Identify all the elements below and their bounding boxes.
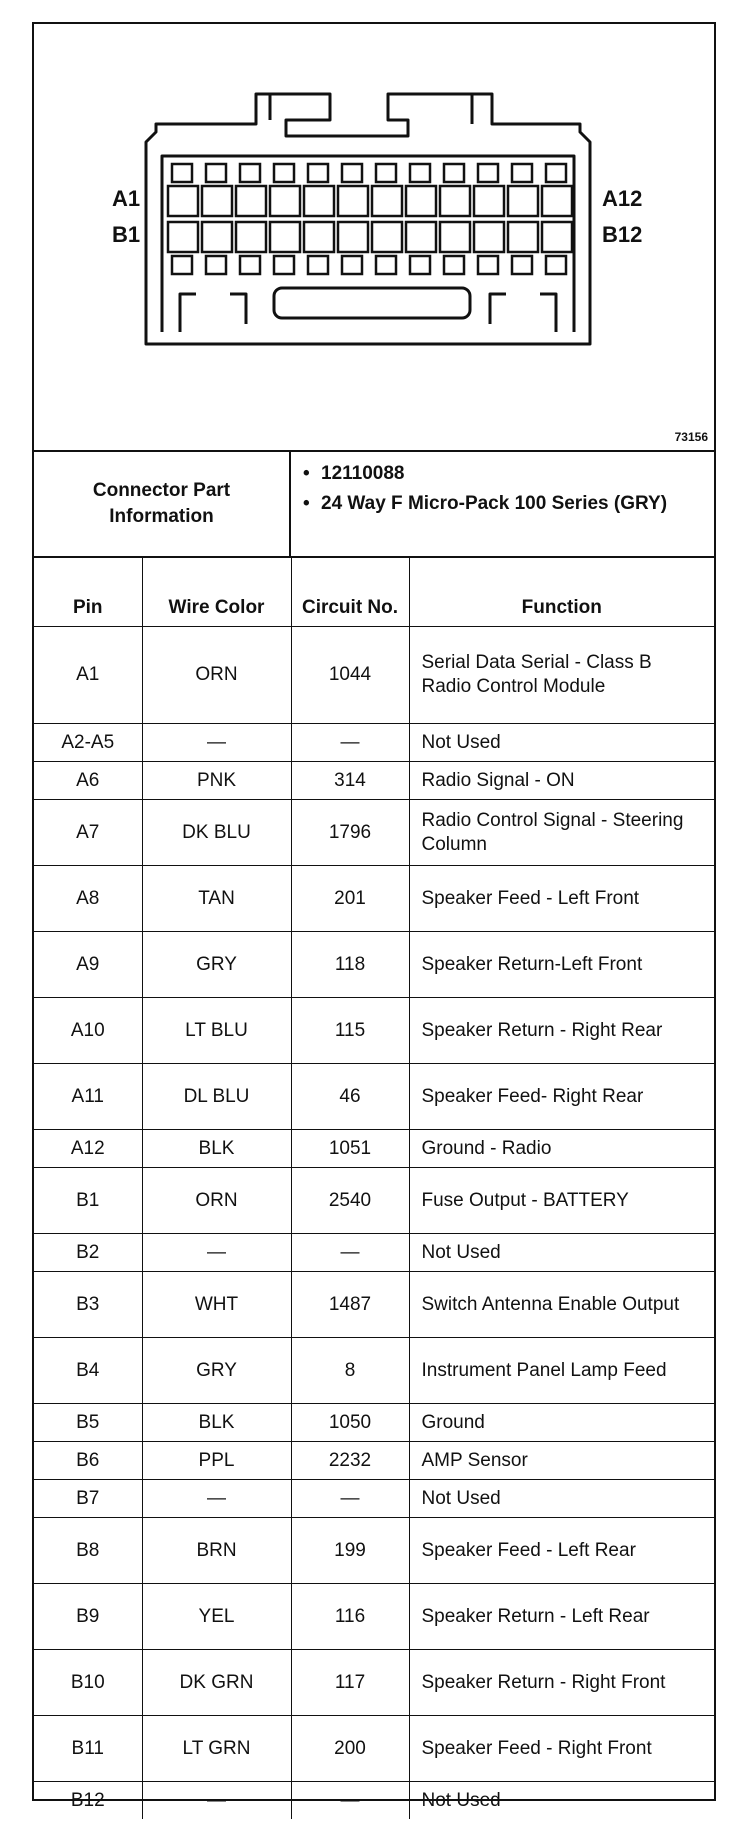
table-row xyxy=(34,932,714,998)
circuit-cell: 201 xyxy=(291,866,409,932)
table-row xyxy=(34,1480,714,1518)
cavity-a xyxy=(542,186,572,216)
connector-info-label: Connector Part Information xyxy=(34,452,291,556)
function-cell: Not Used xyxy=(409,1234,714,1272)
pin-cell: B10 xyxy=(34,1650,142,1716)
table-row xyxy=(34,1650,714,1716)
header-wire-color: Wire Color xyxy=(142,558,291,627)
circuit-cell: 1051 xyxy=(291,1130,409,1168)
cavity-tab-bottom xyxy=(240,256,260,274)
cavity-a xyxy=(270,186,300,216)
circuit-cell: 2540 xyxy=(291,1168,409,1234)
wire-color-cell: TAN xyxy=(142,866,291,932)
wire-color-cell: WHT xyxy=(142,1272,291,1338)
cavity-a xyxy=(508,186,538,216)
wire-color-cell: DK BLU xyxy=(142,800,291,866)
function-cell: Fuse Output - BATTERY xyxy=(409,1168,714,1234)
cavity-tab-bottom xyxy=(308,256,328,274)
connector-diagram xyxy=(34,24,714,452)
cavity-tab-top xyxy=(342,164,362,182)
wire-color-cell: LT GRN xyxy=(142,1716,291,1782)
cavity-a xyxy=(202,186,232,216)
table-row xyxy=(34,627,714,724)
cavity-tab-bottom xyxy=(546,256,566,274)
pin-cell: B3 xyxy=(34,1272,142,1338)
cavity-b xyxy=(372,222,402,252)
function-cell: Not Used xyxy=(409,1782,714,1820)
function-cell: AMP Sensor xyxy=(409,1442,714,1480)
header-circuit-no: Circuit No. xyxy=(291,558,409,627)
table-row xyxy=(34,1338,714,1404)
pin-cell: A7 xyxy=(34,800,142,866)
function-cell: Speaker Feed - Right Front xyxy=(409,1716,714,1782)
pin-cell: A8 xyxy=(34,866,142,932)
function-cell: Radio Signal - ON xyxy=(409,762,714,800)
pin-cell: A10 xyxy=(34,998,142,1064)
cavity-b xyxy=(168,222,198,252)
pin-cell: B4 xyxy=(34,1338,142,1404)
table-row xyxy=(34,1442,714,1480)
cavity-tab-bottom xyxy=(410,256,430,274)
circuit-cell: 115 xyxy=(291,998,409,1064)
wire-color-cell: PPL xyxy=(142,1442,291,1480)
circuit-cell: 8 xyxy=(291,1338,409,1404)
function-cell: Not Used xyxy=(409,724,714,762)
circuit-cell: 1044 xyxy=(291,627,409,724)
wire-color-cell: YEL xyxy=(142,1584,291,1650)
connector-sheet xyxy=(32,22,716,1811)
table-row xyxy=(34,1168,714,1234)
cavity-tab-bottom xyxy=(274,256,294,274)
cavity-b xyxy=(202,222,232,252)
cavity-tab-top xyxy=(240,164,260,182)
bullet-icon: • xyxy=(303,493,310,514)
function-cell: Speaker Return - Right Rear xyxy=(409,998,714,1064)
cavity-tab-top xyxy=(546,164,566,182)
circuit-cell: 2232 xyxy=(291,1442,409,1480)
pin-cell: B1 xyxy=(34,1168,142,1234)
pin-cell: A2-A5 xyxy=(34,724,142,762)
cavity-tab-top xyxy=(274,164,294,182)
cavity-a xyxy=(236,186,266,216)
cavity-tab-bottom xyxy=(444,256,464,274)
cavity-tab-bottom xyxy=(376,256,396,274)
cavity-tab-top xyxy=(444,164,464,182)
circuit-cell: 314 xyxy=(291,762,409,800)
circuit-cell: — xyxy=(291,1782,409,1820)
wire-color-cell: — xyxy=(142,1234,291,1272)
circuit-cell: 46 xyxy=(291,1064,409,1130)
pin-label-a-right: A12 xyxy=(602,186,643,211)
pin-cell: A6 xyxy=(34,762,142,800)
table-row xyxy=(34,1064,714,1130)
cavity-tab-top xyxy=(478,164,498,182)
cavity-tab-top xyxy=(512,164,532,182)
circuit-cell: 116 xyxy=(291,1584,409,1650)
cavity-tab-bottom xyxy=(512,256,532,274)
wire-color-cell: BLK xyxy=(142,1130,291,1168)
pin-cell: B8 xyxy=(34,1518,142,1584)
pin-label-b-right: B12 xyxy=(602,222,643,247)
cavity-b xyxy=(338,222,368,252)
table-row xyxy=(34,1518,714,1584)
pin-cell: B9 xyxy=(34,1584,142,1650)
function-cell: Instrument Panel Lamp Feed xyxy=(409,1338,714,1404)
pin-cell: B6 xyxy=(34,1442,142,1480)
cavity-b xyxy=(406,222,436,252)
cavity-b xyxy=(236,222,266,252)
function-cell: Speaker Feed- Right Rear xyxy=(409,1064,714,1130)
wire-color-cell: BLK xyxy=(142,1404,291,1442)
circuit-cell: 200 xyxy=(291,1716,409,1782)
table-row xyxy=(34,1716,714,1782)
circuit-cell: — xyxy=(291,1480,409,1518)
wire-color-cell: GRY xyxy=(142,932,291,998)
pin-cell: A9 xyxy=(34,932,142,998)
header-pin: Pin xyxy=(34,558,142,627)
circuit-cell: — xyxy=(291,724,409,762)
cavity-tab-top xyxy=(308,164,328,182)
function-cell: Not Used xyxy=(409,1480,714,1518)
table-row xyxy=(34,866,714,932)
circuit-cell: 118 xyxy=(291,932,409,998)
function-cell: Speaker Return-Left Front xyxy=(409,932,714,998)
table-row xyxy=(34,998,714,1064)
cavity-tab-bottom xyxy=(206,256,226,274)
table-row xyxy=(34,1782,714,1820)
info-bullet xyxy=(303,462,702,486)
wire-color-cell: DK GRN xyxy=(142,1650,291,1716)
circuit-cell: 199 xyxy=(291,1518,409,1584)
pin-cell: B11 xyxy=(34,1716,142,1782)
cavity-a xyxy=(372,186,402,216)
function-cell: Speaker Feed - Left Front xyxy=(409,866,714,932)
wire-color-cell: DL BLU xyxy=(142,1064,291,1130)
header-function: Function xyxy=(409,558,714,627)
connector-info-details xyxy=(291,452,714,556)
circuit-cell: 1796 xyxy=(291,800,409,866)
function-cell: Speaker Return - Right Front xyxy=(409,1650,714,1716)
circuit-cell: 1487 xyxy=(291,1272,409,1338)
cavity-b xyxy=(474,222,504,252)
wire-color-cell: PNK xyxy=(142,762,291,800)
circuit-cell: 117 xyxy=(291,1650,409,1716)
function-cell: Ground xyxy=(409,1404,714,1442)
table-row xyxy=(34,800,714,866)
pin-cell: A12 xyxy=(34,1130,142,1168)
pin-label-b-left: B1 xyxy=(112,222,141,247)
cavity-tab-bottom xyxy=(342,256,362,274)
function-cell: Speaker Feed - Left Rear xyxy=(409,1518,714,1584)
table-row xyxy=(34,1584,714,1650)
wire-color-cell: LT BLU xyxy=(142,998,291,1064)
circuit-cell: 1050 xyxy=(291,1404,409,1442)
pin-label-a-left: A1 xyxy=(112,186,141,211)
table-row xyxy=(34,1404,714,1442)
table-row xyxy=(34,724,714,762)
pin-cell: A11 xyxy=(34,1064,142,1130)
cavity-tab-top xyxy=(410,164,430,182)
cavity-b xyxy=(542,222,572,252)
pin-cell: B12 xyxy=(34,1782,142,1820)
bullet-icon: • xyxy=(303,463,310,484)
table-row xyxy=(34,1234,714,1272)
pin-cell: B2 xyxy=(34,1234,142,1272)
pinout-table xyxy=(34,558,714,1819)
part-number: 12110088 xyxy=(321,463,405,484)
table-row xyxy=(34,762,714,800)
pin-cell: B5 xyxy=(34,1404,142,1442)
wire-color-cell: ORN xyxy=(142,1168,291,1234)
cavity-a xyxy=(168,186,198,216)
circuit-cell: — xyxy=(291,1234,409,1272)
function-cell: Ground - Radio xyxy=(409,1130,714,1168)
function-cell: Radio Control Signal - Steering Column xyxy=(409,800,714,866)
cavity-b xyxy=(270,222,300,252)
cavity-tab-top xyxy=(206,164,226,182)
function-cell: Switch Antenna Enable Output xyxy=(409,1272,714,1338)
wire-color-cell: GRY xyxy=(142,1338,291,1404)
table-row xyxy=(34,1272,714,1338)
wire-color-cell: BRN xyxy=(142,1518,291,1584)
cavity-tab-bottom xyxy=(172,256,192,274)
wire-color-cell: ORN xyxy=(142,627,291,724)
wire-color-cell: — xyxy=(142,1480,291,1518)
connector-type: 24 Way F Micro-Pack 100 Series (GRY) xyxy=(321,493,668,514)
function-cell: Serial Data Serial - Class B Radio Control Module xyxy=(409,627,714,724)
cavity-a xyxy=(304,186,334,216)
cavity-b xyxy=(440,222,470,252)
table-header-row xyxy=(34,558,714,627)
cavity-tab-top xyxy=(172,164,192,182)
connector-part-info xyxy=(34,452,714,558)
cavity-a xyxy=(474,186,504,216)
info-bullet xyxy=(303,492,702,516)
cavity-tab-top xyxy=(376,164,396,182)
cavity-tab-bottom xyxy=(478,256,498,274)
wire-color-cell: — xyxy=(142,724,291,762)
table-row xyxy=(34,1130,714,1168)
figure-number: 73156 xyxy=(674,430,708,444)
cavity-a xyxy=(406,186,436,216)
pin-cell: B7 xyxy=(34,1480,142,1518)
pin-cell: A1 xyxy=(34,627,142,724)
cavity-a xyxy=(338,186,368,216)
function-cell: Speaker Return - Left Rear xyxy=(409,1584,714,1650)
wire-color-cell: — xyxy=(142,1782,291,1820)
cavity-b xyxy=(304,222,334,252)
cavity-a xyxy=(440,186,470,216)
cavity-b xyxy=(508,222,538,252)
